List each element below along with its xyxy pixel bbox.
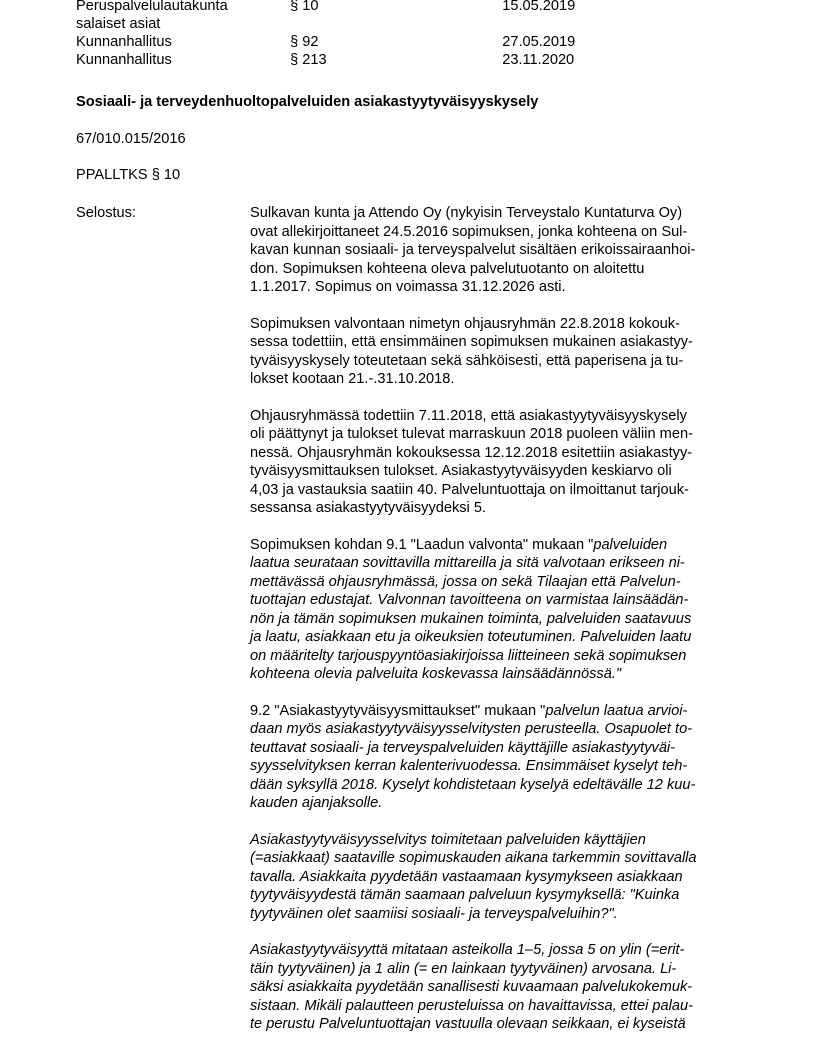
body-line: nessä. Ohjausryhmän kokouksessa 12.12.2018 esitettiin asiakastyy-	[250, 444, 693, 461]
body-paragraph	[250, 702, 740, 813]
body-line: 4,03 ja vastauksia saatiin 40. Palveluntuottaja on ilmoittanut tarjouk-	[250, 481, 689, 498]
body-line: nön ja tämän sopimuksen mukainen toiminta, palveluiden saatavuus	[250, 610, 692, 627]
body-line: tuottajan edustajat. Valvonnan tavoitteena on varmistaa lainsäädän-	[250, 592, 689, 608]
body-line: tavalla. Asiakkaita pyydetään vastaamaan kysymykseen asiakkaan	[250, 868, 683, 885]
body-line: mettävässä ohjausryhmässä, jossa on sekä Tilaajan että Palvelun-	[250, 573, 681, 590]
section-label: Selostus:	[76, 205, 137, 221]
body-paragraph	[250, 407, 740, 518]
handling-history	[76, 0, 636, 69]
body-line: ovat allekirjoittaneet 24.5.2016 sopimuksen, jonka kohteena on Sul-	[250, 223, 688, 240]
body-line: laatua seurataan sovittavilla mittareilla ja sitä valvotaan erikseen ni-	[250, 555, 685, 571]
body-line: dään syksyllä 2018. Kyselyt kohdistetaan kyselyä edeltävälle 12 kuu-	[250, 776, 696, 793]
body-line: Asiakastyytyväisyysselvitys toimitetaan palveluiden käyttäjien	[250, 831, 646, 848]
body-line: tyväisyysmittauksen tulokset. Asiakastyytyväisyyden keskiarvo oli	[250, 463, 672, 479]
handling-body: Kunnanhallitus	[76, 52, 172, 68]
body-paragraph	[250, 315, 740, 389]
document-body	[250, 204, 740, 1052]
handling-row	[76, 51, 636, 69]
handling-row	[76, 33, 636, 51]
handling-date: 27.05.2019	[502, 34, 576, 50]
body-line: sessansa asiakastyytyväisyydeksi 5.	[250, 500, 487, 516]
body-line: ja laatu, asiakkaan etu ja oikeuksien toteutuminen. Palveluiden laatu	[250, 629, 692, 645]
body-line: Sopimuksen kohdan 9.1 "Laadun valvonta" mukaan "palveluiden	[250, 536, 668, 553]
body-line: te perustu Palveluntuottajan vastuulla olevaan seikkaan, ei kyseistä	[250, 1016, 686, 1032]
handling-section: § 10	[290, 0, 319, 14]
handling-row	[76, 0, 636, 33]
body-paragraph	[250, 941, 740, 1034]
diary-number: 67/010.015/2016	[76, 131, 186, 147]
body-line: tyytyväisyydestä tämän saamaan palveluun kysymyksellä: "Kuinka	[250, 887, 680, 903]
body-line: 1.1.2017. Sopimus on voimassa 31.12.2026 asti.	[250, 279, 566, 295]
body-line: 9.2 "Asiakastyytyväisyysmittaukset" mukaan "palvelun laatua arvioi-	[250, 702, 688, 719]
body-line: lokset kootaan 21.-.31.10.2018.	[250, 371, 455, 387]
body-line: on määritelty tarjouspyyntöasiakirjoissa liitteineen sekä sopimuksen	[250, 647, 687, 664]
handling-date: 23.11.2020	[502, 52, 575, 68]
body-paragraph	[250, 831, 740, 924]
document-title: Sosiaali- ja terveydenhuoltopalveluiden asiakastyytyväisyyskysely	[76, 94, 539, 110]
body-paragraph	[250, 204, 740, 297]
body-line: tyväisyyskysely toteutetaan sekä sähköisesti, että paperisena ja tu-	[250, 352, 684, 369]
handling-body-line: Peruspalvelulautakunta	[76, 0, 228, 14]
body-line: (=asiakkaat) saataville sopimuskauden aikana tarkemmin sovittavalla	[250, 850, 697, 866]
body-paragraph	[250, 536, 740, 684]
body-line: säksi asiakkaita pyydetään sanallisesti kuvaamaan palvelukokemuk-	[250, 979, 693, 995]
body-line: kauden ajanjaksolle.	[250, 795, 383, 811]
body-line: tyytyväinen olet saamiisi sosiaali- ja terveyspalveluihin?".	[250, 905, 618, 922]
handling-section: § 92	[290, 34, 319, 50]
handling-body-line: salaiset asiat	[76, 16, 161, 32]
body-line: kohteena olevia palveluita koskevassa lainsäädännössä."	[250, 666, 622, 682]
paragraph-reference: PPALLTKS § 10	[76, 167, 181, 183]
body-line: kavan kunnan sosiaali- ja terveyspalvelut sisältäen erikoissairaanhoi-	[250, 242, 696, 258]
handling-section: § 213	[290, 52, 327, 68]
body-line: Asiakastyytyväisyyttä mitataan asteikolla 1–5, jossa 5 on ylin (=erit-	[250, 942, 685, 958]
body-line: Sopimuksen valvontaan nimetyn ohjausryhmän 22.8.2018 kokouk-	[250, 315, 680, 332]
body-line: Ohjausryhmässä todettiin 7.11.2018, että asiakastyytyväisyyskysely	[250, 407, 687, 424]
body-line: daan myös asiakastyytyväisyysselvitysten perusteella. Osapuolet to-	[250, 721, 693, 737]
body-line: täin tyytyväinen) ja 1 alin (= en lainkaan tyytyväinen) arvosana. Li-	[250, 960, 677, 977]
body-line: sessa todettiin, että ensimmäinen sopimuksen mukainen asiakastyy-	[250, 334, 693, 350]
handling-body	[76, 0, 290, 33]
handling-date: 15.05.2019	[502, 0, 576, 14]
body-line: don. Sopimuksen kohteena oleva palvelutuotanto on aloitettu	[250, 260, 645, 277]
body-line: sistaan. Mikäli palautteen perusteluissa on havaittavissa, ettei palau-	[250, 997, 693, 1014]
body-line: oli päättynyt ja tulokset tulevat marraskuun 2018 puoleen väliin men-	[250, 426, 693, 442]
body-line: Sulkavan kunta ja Attendo Oy (nykyisin Terveystalo Kuntaturva Oy)	[250, 205, 683, 221]
body-line: syysselvityksen kerran kalenterivuodessa. Ensimmäiset kyselyt teh-	[250, 758, 688, 774]
handling-body: Kunnanhallitus	[76, 34, 172, 50]
body-line: teuttavat sosiaali- ja terveyspalveluiden käyttäjille asiakastyytyväi-	[250, 739, 676, 756]
